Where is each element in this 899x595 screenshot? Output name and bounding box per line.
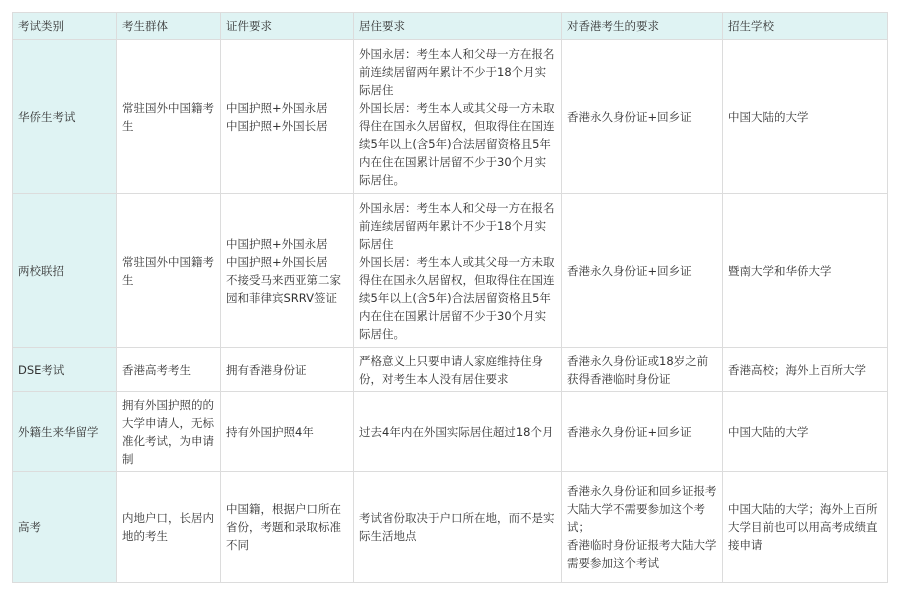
header-residence: 居住要求	[354, 13, 562, 40]
cell-schools: 中国大陆的大学；海外上百所大学目前也可以用高考成绩直接申请	[723, 472, 888, 583]
header-documents: 证件要求	[221, 13, 354, 40]
cell-documents: 中国护照+外国永居 中国护照+外国长居	[221, 40, 354, 194]
header-row	[13, 13, 888, 40]
table-row	[13, 472, 888, 583]
table-row	[13, 348, 888, 392]
cell-group: 常驻国外中国籍考生	[117, 40, 221, 194]
header-schools: 招生学校	[723, 13, 888, 40]
table-row	[13, 392, 888, 472]
cell-documents: 持有外国护照4年	[221, 392, 354, 472]
cell-hk-requirement: 香港永久身份证+回乡证	[562, 392, 723, 472]
cell-hk-requirement: 香港永久身份证+回乡证	[562, 40, 723, 194]
header-category: 考试类别	[13, 13, 117, 40]
header-group: 考生群体	[117, 13, 221, 40]
cell-residence: 外国永居：考生本人和父母一方在报名前连续居留两年累计不少于18个月实际居住 外国长居：考生本人或其父母一方未取得住在国永久居留权，但取得住在国连续5年以上(含5年)合法居留资格且5年内在住在国累计居留不少于30个月实际居住。	[354, 40, 562, 194]
cell-category: 高考	[13, 472, 117, 583]
cell-residence: 严格意义上只要申请人家庭维持住身份，对考生本人没有居住要求	[354, 348, 562, 392]
cell-hk-requirement: 香港永久身份证+回乡证	[562, 194, 723, 348]
cell-schools: 中国大陆的大学	[723, 392, 888, 472]
cell-schools: 中国大陆的大学	[723, 40, 888, 194]
cell-schools: 暨南大学和华侨大学	[723, 194, 888, 348]
cell-hk-requirement: 香港永久身份证或18岁之前获得香港临时身份证	[562, 348, 723, 392]
header-hk-requirement: 对香港考生的要求	[562, 13, 723, 40]
cell-group: 常驻国外中国籍考生	[117, 194, 221, 348]
cell-residence: 外国永居：考生本人和父母一方在报名前连续居留两年累计不少于18个月实际居住 外国长居：考生本人或其父母一方未取得住在国永久居留权，但取得住在国连续5年以上(含5年)合法居留资格且5年内在住在国累计居留不少于30个月实际居住。	[354, 194, 562, 348]
cell-documents: 中国籍，根据户口所在省份，考题和录取标准不同	[221, 472, 354, 583]
table-row	[13, 40, 888, 194]
comparison-table	[12, 12, 888, 583]
cell-residence: 考试省份取决于户口所在地，而不是实际生活地点	[354, 472, 562, 583]
table-row	[13, 194, 888, 348]
cell-documents: 拥有香港身份证	[221, 348, 354, 392]
cell-schools: 香港高校；海外上百所大学	[723, 348, 888, 392]
cell-category: DSE考试	[13, 348, 117, 392]
cell-category: 两校联招	[13, 194, 117, 348]
cell-group: 拥有外国护照的的大学申请人，无标准化考试，为申请制	[117, 392, 221, 472]
cell-residence: 过去4年内在外国实际居住超过18个月	[354, 392, 562, 472]
cell-group: 内地户口，长居内地的考生	[117, 472, 221, 583]
cell-group: 香港高考考生	[117, 348, 221, 392]
cell-category: 外籍生来华留学	[13, 392, 117, 472]
cell-documents: 中国护照+外国永居 中国护照+外国长居 不接受马来西亚第二家园和菲律宾SRRV签证	[221, 194, 354, 348]
cell-hk-requirement: 香港永久身份证和回乡证报考大陆大学不需要参加这个考试； 香港临时身份证报考大陆大学需要参加这个考试	[562, 472, 723, 583]
cell-category: 华侨生考试	[13, 40, 117, 194]
